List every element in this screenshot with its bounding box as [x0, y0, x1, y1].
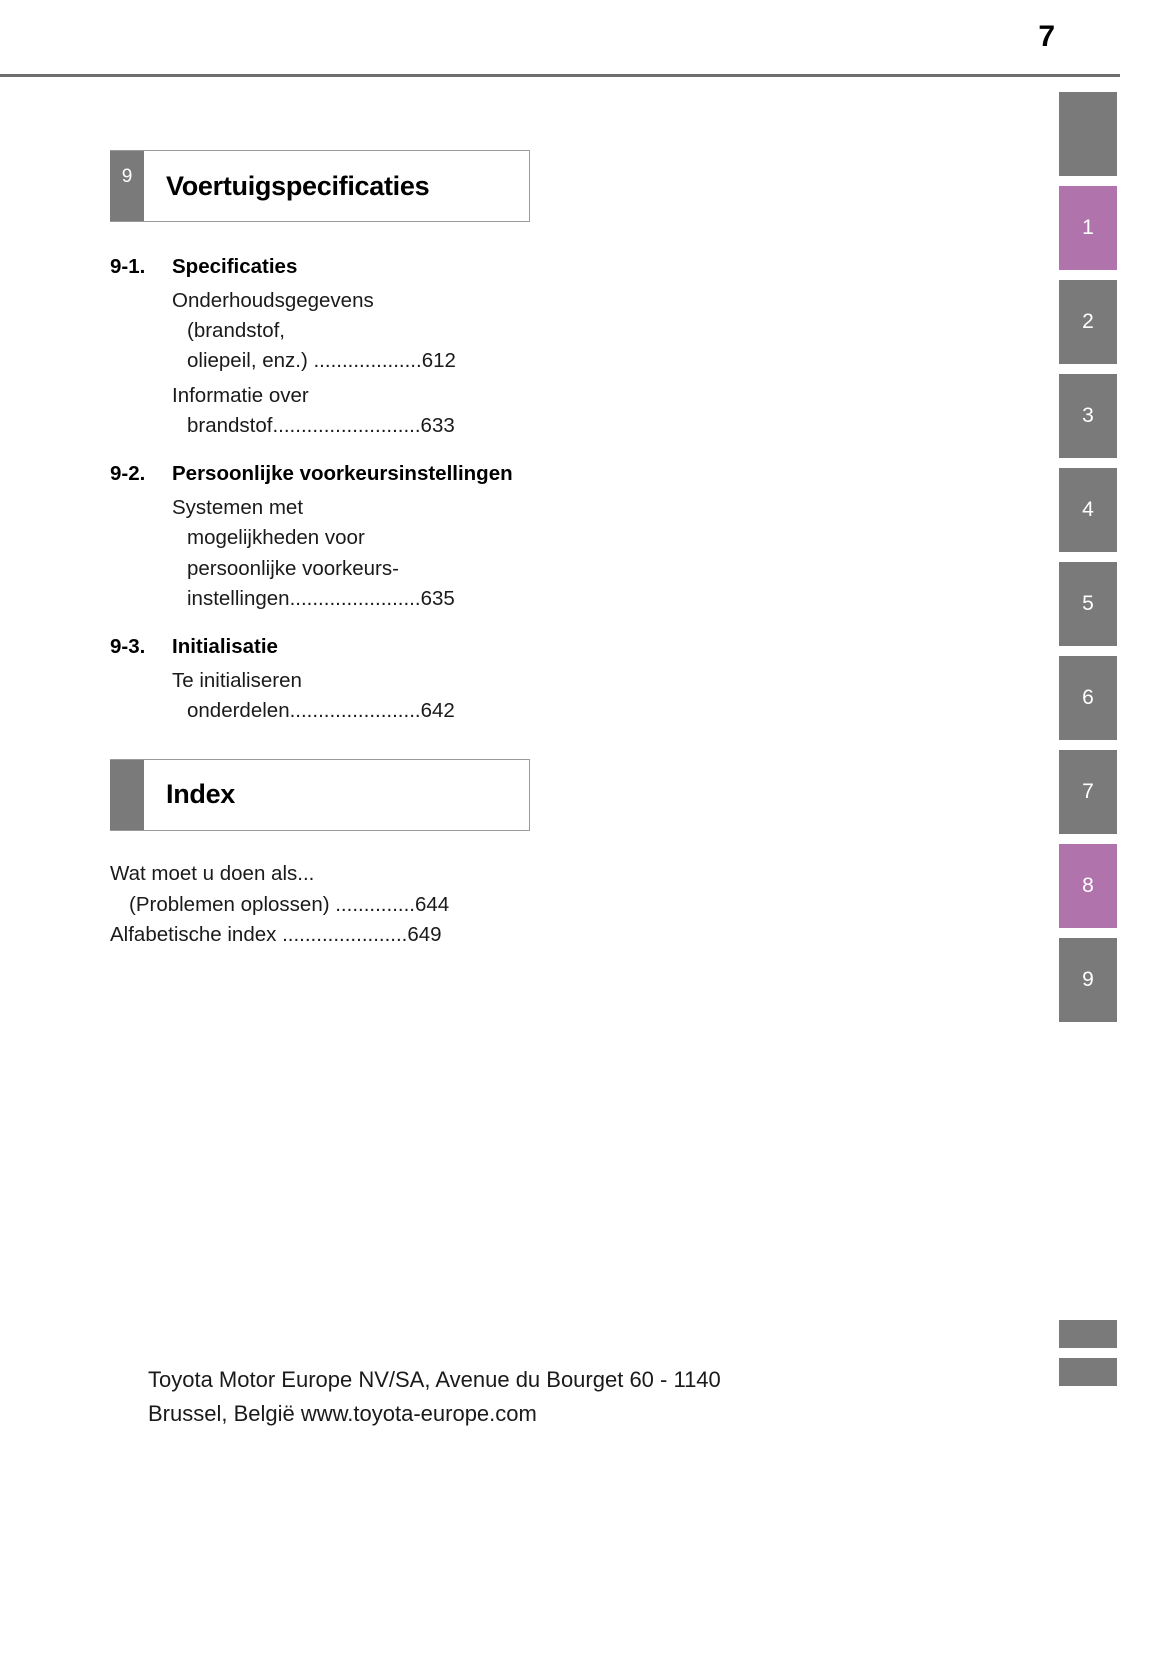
side-tab-label: 3 [1082, 404, 1094, 427]
side-tab-label: 1 [1082, 216, 1094, 239]
side-tab-5[interactable] [1059, 562, 1117, 646]
section-heading-9-1 [110, 252, 670, 282]
side-tab-index-upper[interactable] [1059, 1320, 1117, 1348]
section-heading-9-2 [110, 459, 670, 489]
page-number: 7 [1038, 20, 1055, 53]
side-tab-3[interactable] [1059, 374, 1117, 458]
toc-entry-line: instellingen.......................635 [187, 587, 455, 611]
section-title: Persoonlijke voorkeursinstellingen [172, 462, 513, 486]
side-tab-7[interactable] [1059, 750, 1117, 834]
toc-entry[interactable] [110, 286, 670, 377]
section-list [110, 252, 670, 727]
toc-entry-line: Informatie over [172, 383, 309, 407]
side-tab-label: 8 [1082, 874, 1094, 897]
footer-address [148, 1363, 968, 1431]
toc-entry-line: oliepeil, enz.) ...................612 [187, 349, 456, 373]
toc-entry-line: brandstof..........................633 [187, 414, 455, 438]
side-tab-label: 4 [1082, 498, 1094, 521]
header-divider [0, 74, 1120, 77]
toc-entry[interactable] [110, 493, 670, 614]
index-tab-strip [1059, 1320, 1117, 1396]
side-tab-label: 2 [1082, 310, 1094, 333]
side-tab-index-lower[interactable] [1059, 1358, 1117, 1386]
section-title: Specificaties [172, 255, 298, 278]
section-heading-9-3 [110, 632, 670, 662]
index-entry-line: Alfabetische index ......................649 [110, 923, 442, 947]
index-title: Index [166, 779, 236, 810]
section-number: 9-1. [110, 255, 146, 278]
toc-content [110, 110, 670, 951]
index-entry-line: (Problemen oplossen) ..............644 [129, 892, 450, 916]
footer-line-1: Toyota Motor Europe NV/SA, Avenue du Bourget 60 - 1140 [148, 1367, 721, 1392]
index-entry-list [110, 859, 670, 951]
side-tab-6[interactable] [1059, 656, 1117, 740]
toc-entry[interactable] [110, 666, 670, 727]
toc-entry-line: Te initialiseren [172, 669, 302, 693]
toc-entry-line: (brandstof, [187, 319, 285, 343]
section-number: 9-3. [110, 635, 146, 659]
side-tab-4[interactable] [1059, 468, 1117, 552]
index-entry[interactable] [110, 920, 670, 951]
side-tab-label: 6 [1082, 686, 1094, 709]
footer-line-2: Brussel, België www.toyota-europe.com [148, 1401, 537, 1427]
index-accent-bar [110, 760, 144, 830]
side-tab-label: 7 [1082, 780, 1094, 803]
index-heading [110, 759, 530, 831]
index-entry[interactable] [110, 859, 670, 921]
toc-entry[interactable] [110, 381, 670, 442]
side-tab-2[interactable] [1059, 280, 1117, 364]
section-number: 9-2. [110, 462, 146, 486]
chapter-tab-strip [1059, 92, 1117, 1032]
side-tab-label: 5 [1082, 592, 1094, 615]
chapter-number: 9 [110, 151, 144, 221]
toc-entry-line: onderdelen.......................642 [187, 699, 455, 723]
side-tab-9[interactable] [1059, 938, 1117, 1022]
side-tab-1[interactable] [1059, 186, 1117, 270]
toc-entry-line: persoonlijke voorkeurs- [187, 556, 399, 580]
chapter-heading [110, 150, 530, 222]
chapter-title: Voertuigspecificaties [166, 170, 430, 201]
section-title: Initialisatie [172, 635, 278, 659]
side-tab-8[interactable] [1059, 844, 1117, 928]
toc-entry-line: Onderhoudsgegevens [172, 288, 374, 312]
side-tab-blank[interactable] [1059, 92, 1117, 176]
toc-entry-line: mogelijkheden voor [187, 526, 365, 550]
index-entry-line: Wat moet u doen als... [110, 861, 315, 885]
side-tab-label: 9 [1082, 968, 1094, 991]
toc-entry-line: Systemen met [172, 496, 304, 520]
